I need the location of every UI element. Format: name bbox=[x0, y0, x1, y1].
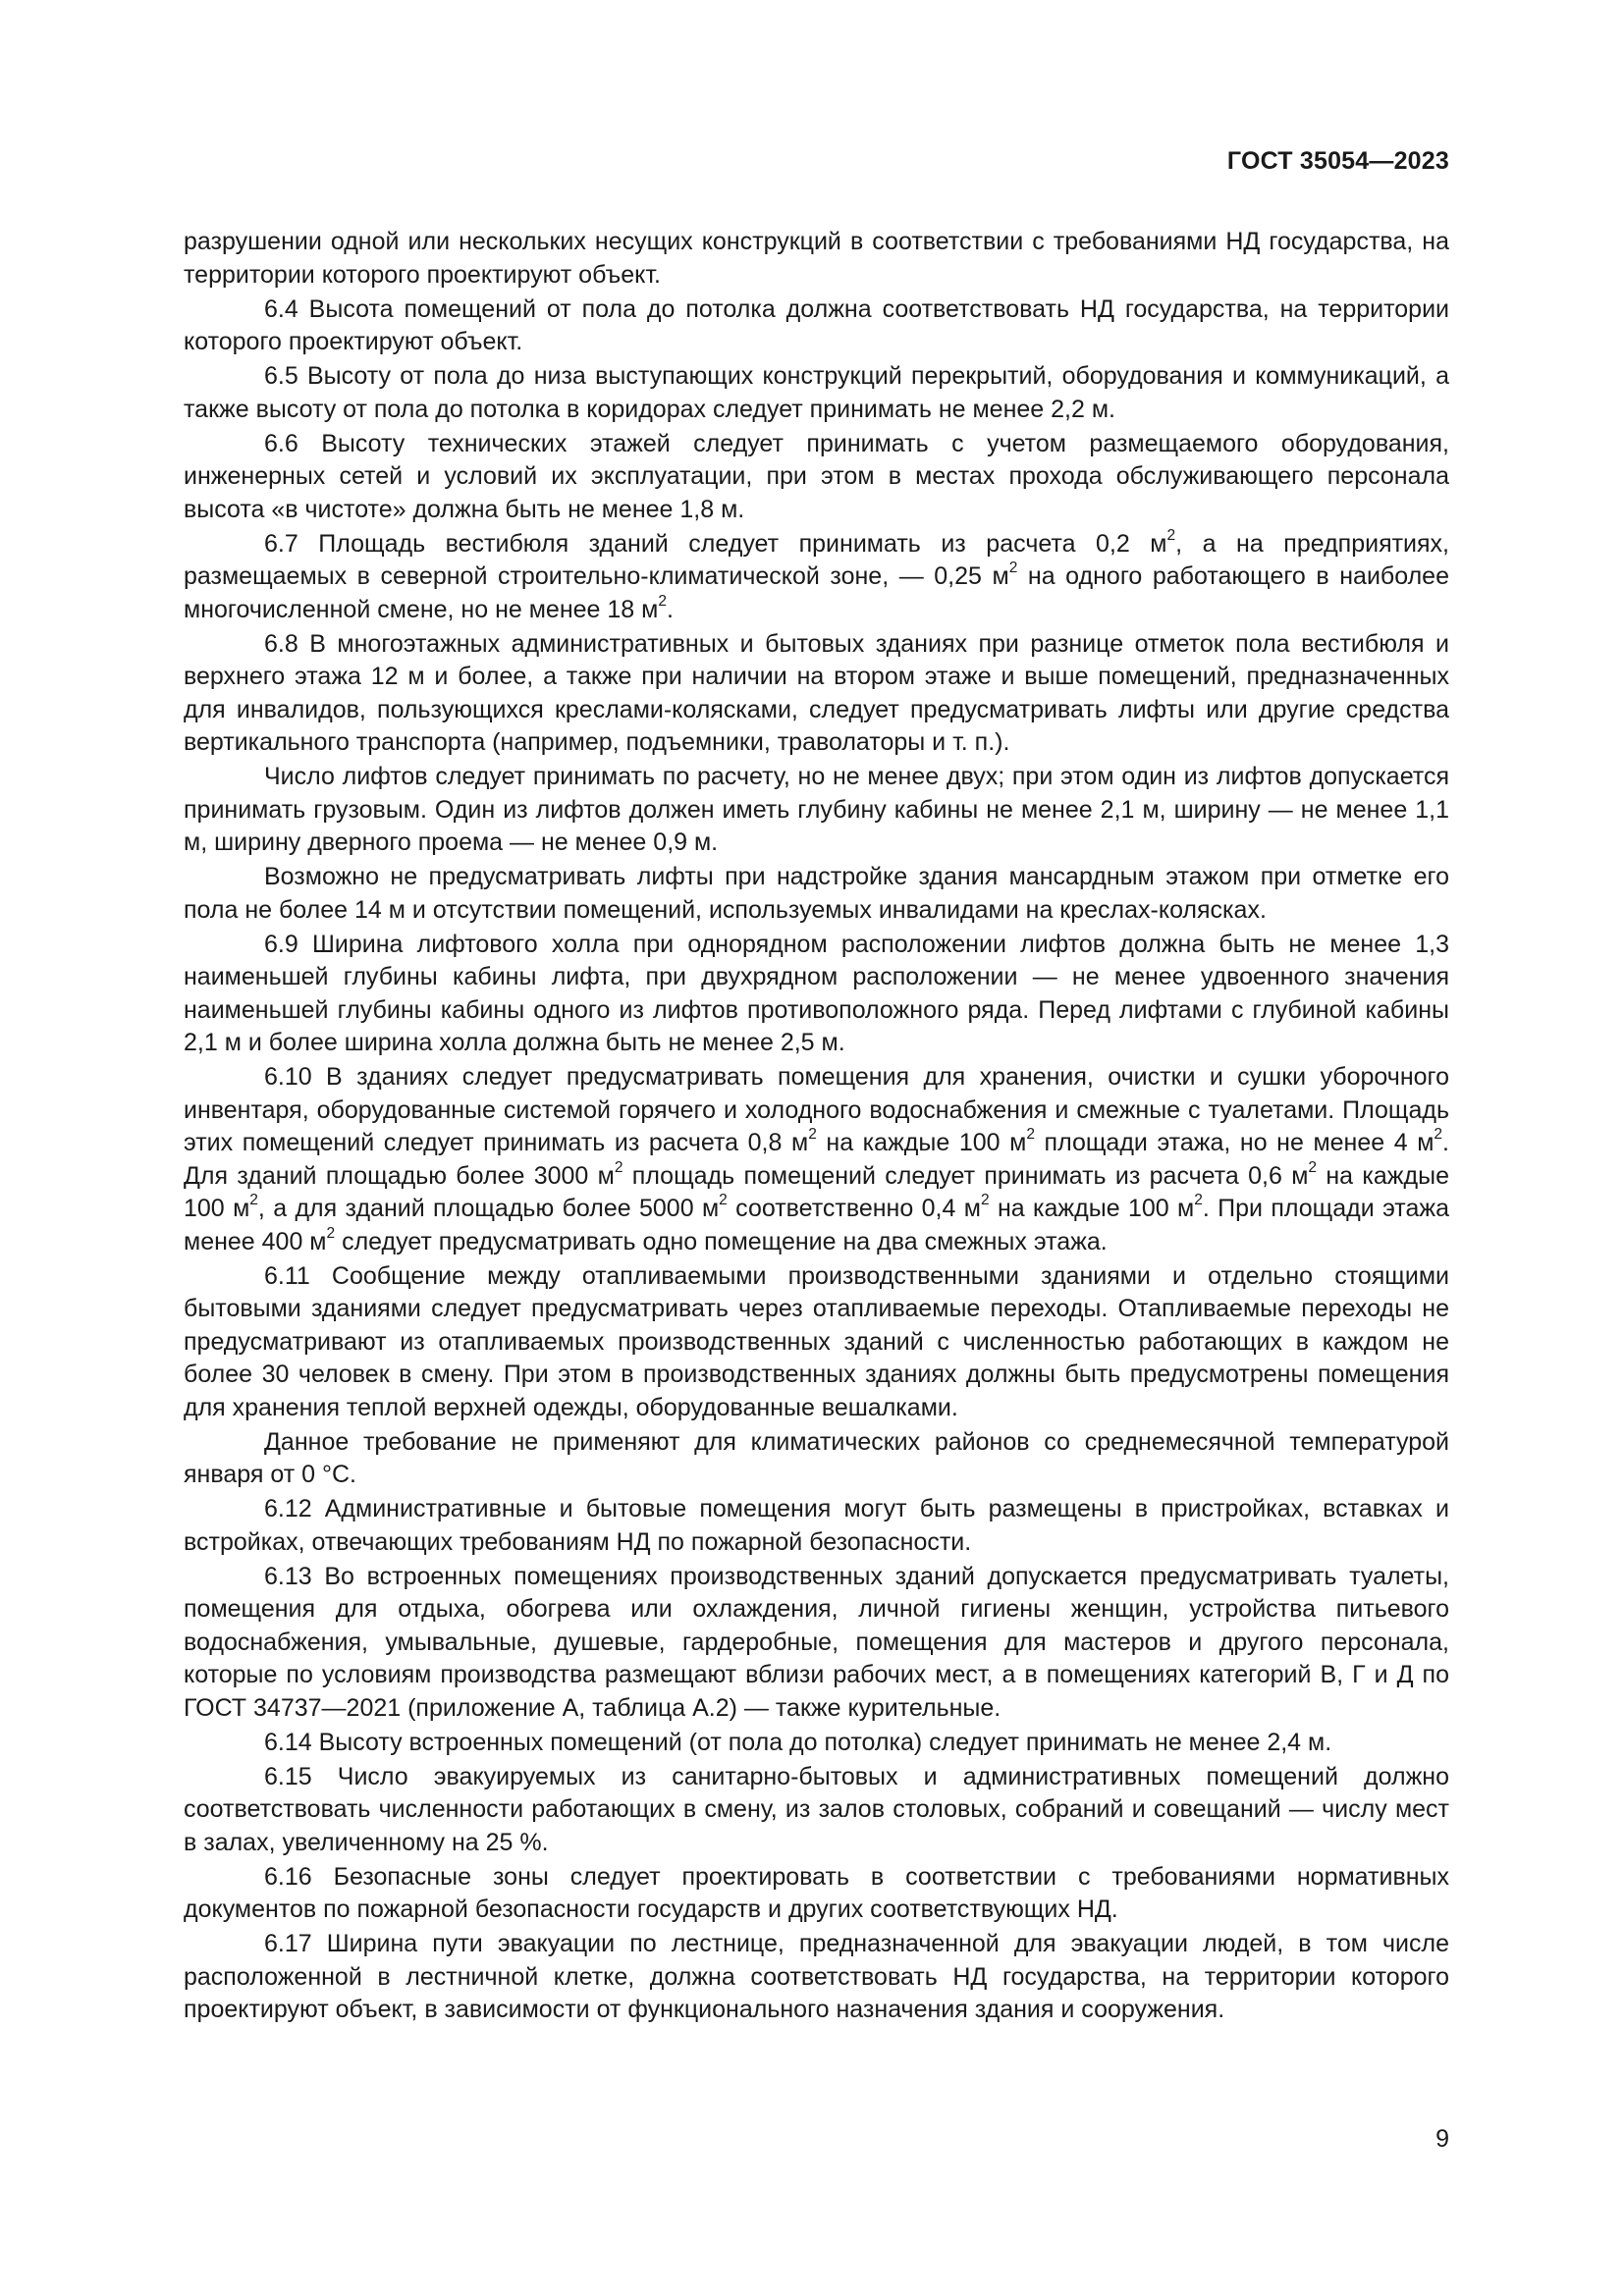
document-paragraph bbox=[184, 761, 1449, 860]
document-paragraph bbox=[184, 628, 1449, 760]
paragraph-text: Данное требование не применяют для климатических районов со среднемесячной температурой января от 0 °С. bbox=[184, 1427, 1449, 1488]
document-paragraph bbox=[184, 428, 1449, 527]
superscript: 2 bbox=[1166, 526, 1176, 544]
paragraph-text: 6.13 Во встроенных помещениях производственных зданий допускается предусматривать туалеты, помещения для отдыха, обогрева или охлаждения, личной гигиены женщин, устройства питьевого водоснабжения, умывальные, душевые, гардеробные, помещения для мастеров и другого персонала, которые по условиям производства размещают вблизи рабочих мест, а в помещениях категорий В, Г и Д по ГОСТ 34737—2021 (приложение А, таблица А.2) — также курительные. bbox=[184, 1562, 1449, 1722]
document-paragraph bbox=[184, 294, 1449, 359]
superscript: 2 bbox=[1008, 559, 1018, 576]
document-body bbox=[184, 226, 1449, 2028]
paragraph-text: 6.5 Высоту от пола до низа выступающих конструкций перекрытий, оборудования и коммуникаций, а также высоту от пола до потолка в коридорах следует принимать не менее 2,2 м. bbox=[184, 362, 1449, 423]
superscript: 2 bbox=[658, 592, 667, 610]
superscript: 2 bbox=[249, 1191, 258, 1208]
superscript: 2 bbox=[1434, 1125, 1443, 1143]
paragraph-text: . Для зданий площадью более 3000 м bbox=[184, 1129, 1449, 1190]
paragraph-text: соответственно 0,4 м bbox=[727, 1195, 981, 1222]
document-paragraph bbox=[184, 1761, 1449, 1860]
superscript: 2 bbox=[614, 1158, 623, 1176]
superscript: 2 bbox=[1026, 1125, 1035, 1143]
paragraph-text: 6.15 Число эвакуируемых из санитарно-бытовых и административных помещений должно соответствовать численности работающих в смену, из залов столовых, собраний и совещаний — числу мест в залах, увеличенному на 25 %. bbox=[184, 1762, 1449, 1856]
paragraph-text: 6.9 Ширина лифтового холла при однорядном расположении лифтов должна быть не менее 1,3 наименьшей глубины кабины лифта, при двухрядном расположении — не менее удвоенного значения наименьшей глубины кабины одного из лифтов противоположного ряда. Перед лифтами с глубиной кабины 2,1 м и более ширина холла должна быть не менее 2,5 м. bbox=[184, 930, 1449, 1056]
paragraph-text: . При площади этажа менее 400 м bbox=[184, 1195, 1449, 1255]
document-paragraph bbox=[184, 360, 1449, 426]
document-paragraph bbox=[184, 226, 1449, 292]
standard-designation: ГОСТ 35054—2023 bbox=[1226, 147, 1449, 175]
paragraph-text: 6.7 Площадь вестибюля зданий следует принимать из расчета 0,2 м bbox=[264, 529, 1167, 558]
paragraph-text: 6.6 Высоту технических этажей следует принимать с учетом размещаемого оборудования, инженерных сетей и условий их эксплуатации, при этом в местах прохода обслуживающего персонала высота «в чистоте» должна быть не менее 1,8 м. bbox=[184, 429, 1449, 523]
superscript: 2 bbox=[980, 1191, 990, 1208]
document-paragraph bbox=[184, 929, 1449, 1060]
document-paragraph bbox=[184, 861, 1449, 927]
paragraph-text: на каждые 100 м bbox=[184, 1161, 1449, 1222]
paragraph-text: Возможно не предусматривать лифты при надстройке здания мансардным этажом при отметке его пола не более 14 м и отсутствии помещений, используемых инвалидами на креслах-колясках. bbox=[184, 863, 1449, 924]
paragraph-text: 6.11 Сообщение между отапливаемыми производственными зданиями и отдельно стоящими бытовыми зданиями следует предусматривать через отапливаемые переходы. Отапливаемые переходы не предусматривают из отапливаемых производственных зданий с численностью работающих в каждом не более 30 человек в смену. При этом в производственных зданиях должны быть предусмотрены помещения для хранения теплой верхней одежды, оборудованные вешалками. bbox=[184, 1261, 1449, 1421]
document-header bbox=[1227, 147, 1449, 176]
superscript: 2 bbox=[1194, 1191, 1203, 1208]
paragraph-text: разрушении одной или нескольких несущих конструкций в соответствии с требованиями НД государства, на территории которого проектируют объект. bbox=[184, 228, 1449, 289]
paragraph-text: следует предусматривать одно помещение на два смежных этажа. bbox=[335, 1227, 1108, 1255]
paragraph-text: Число лифтов следует принимать по расчету, но не менее двух; при этом один из лифтов допускается принимать грузовым. Один из лифтов должен иметь глубину кабины не менее 2,1 м, ширину — не менее 1,1 м, ширину дверного проема — не менее 0,9 м. bbox=[184, 763, 1449, 856]
document-paragraph bbox=[184, 1493, 1449, 1559]
paragraph-text: 6.4 Высота помещений от пола до потолка должна соответствовать НД государства, на территории которого проектируют объект. bbox=[184, 294, 1449, 355]
document-paragraph bbox=[184, 1727, 1449, 1760]
document-paragraph bbox=[184, 1928, 1449, 2027]
document-paragraph bbox=[184, 1861, 1449, 1927]
superscript: 2 bbox=[1308, 1158, 1318, 1176]
superscript: 2 bbox=[719, 1191, 728, 1208]
paragraph-text: 6.17 Ширина пути эвакуации по лестнице, предназначенной для эвакуации людей, в том числе расположенной в лестничной клетке, должна соответствовать НД государства, на территории которого проектируют объект, в зависимости от функционального назначения здания и сооружения. bbox=[184, 1930, 1449, 2023]
paragraph-text: . bbox=[666, 595, 674, 623]
paragraph-text: , а для зданий площадью более 5000 м bbox=[257, 1195, 720, 1222]
document-paragraph bbox=[184, 1260, 1449, 1425]
superscript: 2 bbox=[326, 1224, 336, 1242]
page-number: 9 bbox=[1435, 2125, 1449, 2153]
document-paragraph bbox=[184, 528, 1449, 627]
paragraph-text: площади этажа, но не менее 4 м bbox=[1034, 1129, 1435, 1156]
document-paragraph bbox=[184, 1426, 1449, 1492]
paragraph-text: 6.8 В многоэтажных административных и бытовых зданиях при разнице отметок пола вестибюля и верхнего этажа 12 м и более, а также при наличии на втором этаже и выше помещений, предназначенных для инвалидов, пользующихся креслами-колясками, следует предусматривать лифты или другие средства вертикального транспорта (например, подъемники, траволаторы и т. п.). bbox=[184, 629, 1449, 756]
paragraph-text: на каждые 100 м bbox=[816, 1129, 1027, 1156]
paragraph-text: площадь помещений следует принимать из расчета 0,6 м bbox=[623, 1161, 1309, 1190]
paragraph-text: , а на предприятиях, размещаемых в северной строительно-климатической зоне, — 0,25 м bbox=[184, 529, 1450, 590]
paragraph-text: на каждые 100 м bbox=[989, 1195, 1195, 1222]
paragraph-text: на одного работающего в наиболее многочисленной смене, но не менее 18 м bbox=[184, 562, 1449, 623]
document-paragraph bbox=[184, 1061, 1449, 1258]
paragraph-text: 6.16 Безопасные зоны следует проектировать в соответствии с требованиями нормативных документов по пожарной безопасности государств и других соответствующих НД. bbox=[184, 1862, 1449, 1923]
paragraph-text: 6.12 Административные и бытовые помещения могут быть размещены в пристройках, вставках и встройках, отвечающих требованиям НД по пожарной безопасности. bbox=[184, 1495, 1449, 1556]
superscript: 2 bbox=[808, 1125, 817, 1143]
paragraph-text: 6.14 Высоту встроенных помещений (от пола до потолка) следует принимать не менее 2,4 м. bbox=[264, 1728, 1332, 1756]
paragraph-text: 6.10 В зданиях следует предусматривать помещения для хранения, очистки и сушки уборочного инвентаря, оборудованные системой горячего и холодного водоснабжения и смежные с туалетами. Площадь этих помещений следует принимать из расчета 0,8 м bbox=[184, 1063, 1449, 1156]
document-paragraph bbox=[184, 1561, 1449, 1726]
